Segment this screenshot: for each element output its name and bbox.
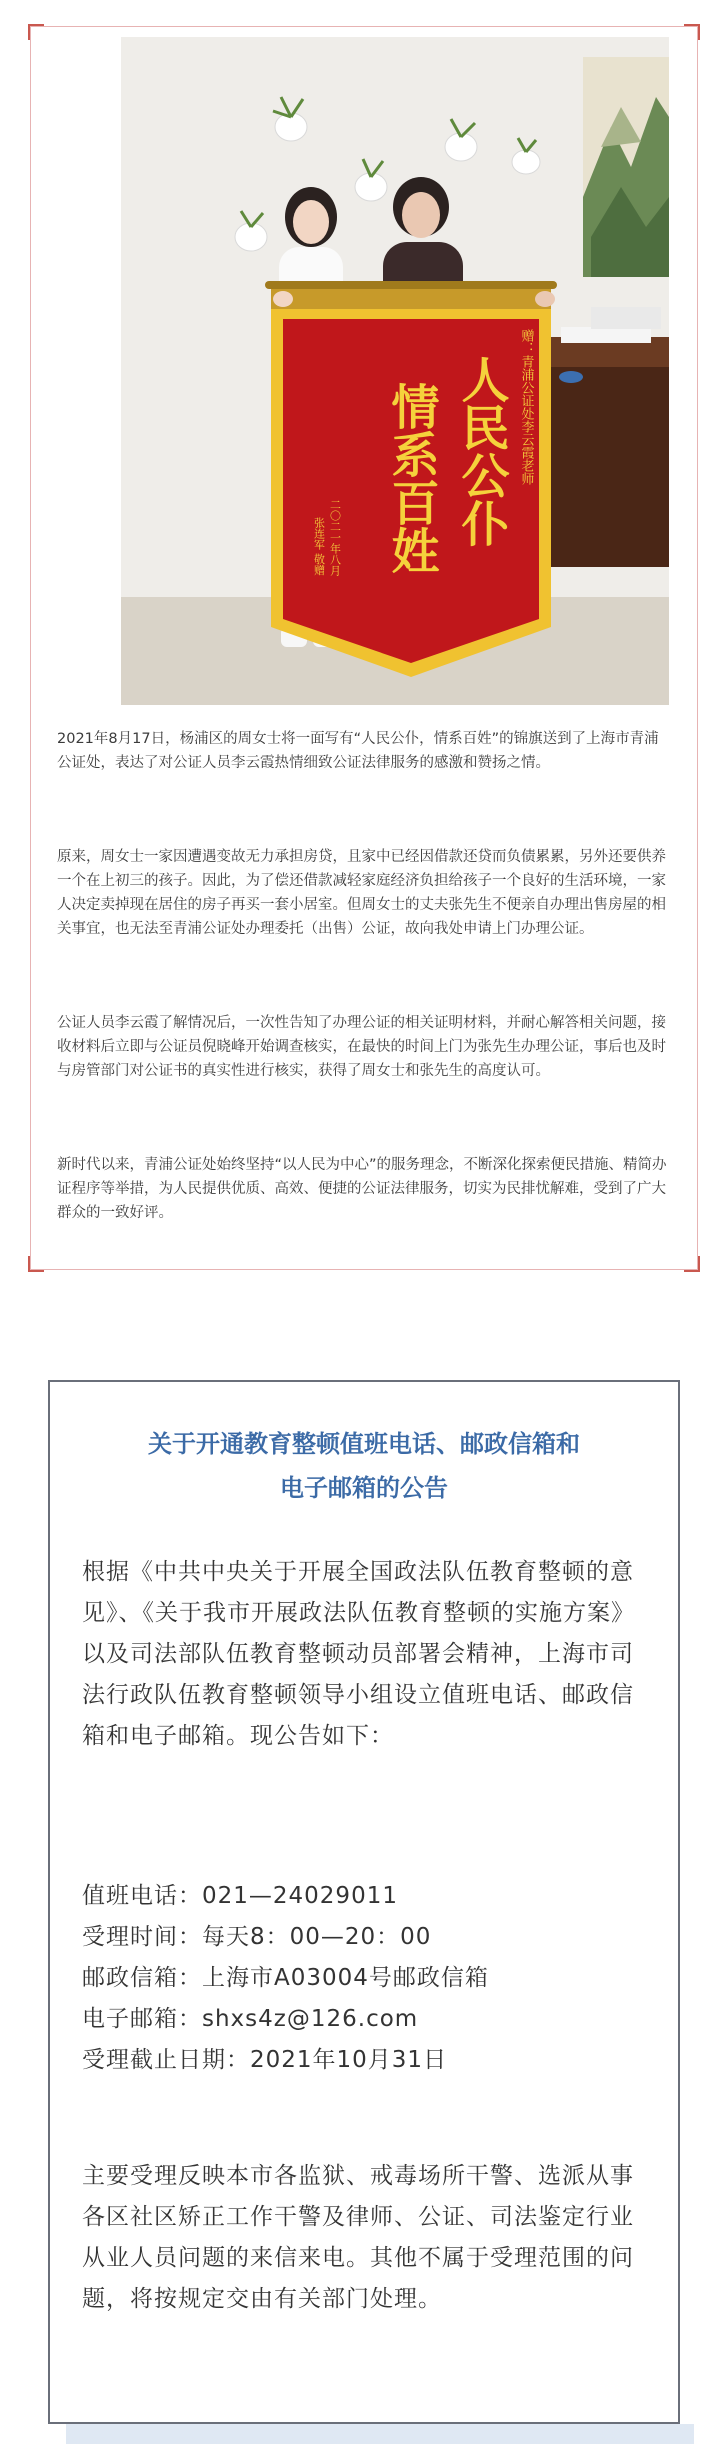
article-paragraph-2: 原来，周女士一家因遭遇变故无力承担房贷，且家中已经因借款还贷而负债累累，另外还要供养一个在上初三的孩子。因此，为了偿还借款减轻家庭经济负担给孩子一个良好的生活环境，一家人决定卖掉现在居住的房子再买一套小居室。但周女士的丈夫张先生不便亲自办理出售房屋的相关事宜，也无法至青浦公证处办理委托（出售）公证，故向我处申请上门办理公证。: [57, 849, 666, 937]
notice-email[interactable]: 电子邮箱：shxs4z@126.com: [82, 2006, 419, 2032]
corner-ornament: [28, 1256, 44, 1272]
notice-scope: 主要受理反映本市各监狱、戒毒场所干警、选派从事各区社区矫正工作干警及律师、公证、司法鉴定行业从业人员问题的来信来电。其他不属于受理范围的问题，将按规定交由有关部门处理。: [82, 2163, 634, 2312]
banner-date-text: 二〇二一年八月: [328, 499, 342, 576]
article-paragraph-4: 新时代以来，青浦公证处始终坚持“以人民为中心”的服务理念，不断深化探索便民措施、精简办证程序等举措，为人民提供优质、高效、便捷的公证法律服务，切实为民排忧解难，受到了广大群众的一致好评。: [57, 1157, 667, 1221]
article-card: [30, 26, 698, 1270]
banner-line-left-text: 情系百姓: [383, 382, 439, 574]
notice-contact-list: [82, 1876, 646, 2081]
notice-box: [48, 1380, 680, 2424]
corner-ornament: [684, 1256, 700, 1272]
notice-intro: 根据《中共中央关于开展全国政法队伍教育整顿的意见》、《关于我市开展政法队伍教育整顿的实施方案》以及司法部队伍教育整顿动员部署会精神，上海市司法行政队伍教育整顿领导小组设立值班电话、邮政信箱和电子邮箱。现公告如下：: [82, 1559, 635, 1749]
banner-line-right-text: 人民公仆: [453, 355, 509, 547]
notice-hours: 受理时间：每天8：00—20：00: [82, 1924, 432, 1950]
notice-phone: 值班电话：021—24029011: [82, 1883, 398, 1909]
corner-ornament: [28, 24, 44, 40]
landscape-painting: [583, 57, 669, 277]
banner-sign-text: 张连军 敬赠: [312, 517, 326, 576]
article-paragraph-1: 2021年8月17日，杨浦区的周女士将一面写有“人民公仆，情系百姓”的锦旗送到了上海市青浦公证处，表达了对公证人员李云霞热情细致公证法律服务的感激和赞扬之情。: [57, 731, 659, 771]
banner-donor-text: 赠：青浦公证处李云霞老师: [518, 329, 534, 485]
notice-postbox: 邮政信箱：上海市A03004号邮政信箱: [82, 1965, 489, 1991]
notice-shadow: [66, 2424, 694, 2444]
corner-ornament: [684, 24, 700, 40]
notice-title-line-2: 电子邮箱的公告: [280, 1474, 448, 1502]
silk-banner: [265, 281, 557, 677]
notice-deadline: 受理截止日期：2021年10月31日: [82, 2047, 448, 2073]
article-photo: [121, 37, 669, 705]
notice-title-line-1: 关于开通教育整顿值班电话、邮政信箱和: [148, 1430, 580, 1458]
notice-title: [70, 1422, 658, 1510]
article-paragraph-3: 公证人员李云霞了解情况后，一次性告知了办理公证的相关证明材料，并耐心解答相关问题，接收材料后立即与公证员倪晓峰开始调查核实，在最快的时间上门为张先生办理公证，事后也及时与房管部门对公证书的真实性进行核实，获得了周女士和张先生的高度认可。: [57, 1015, 666, 1079]
